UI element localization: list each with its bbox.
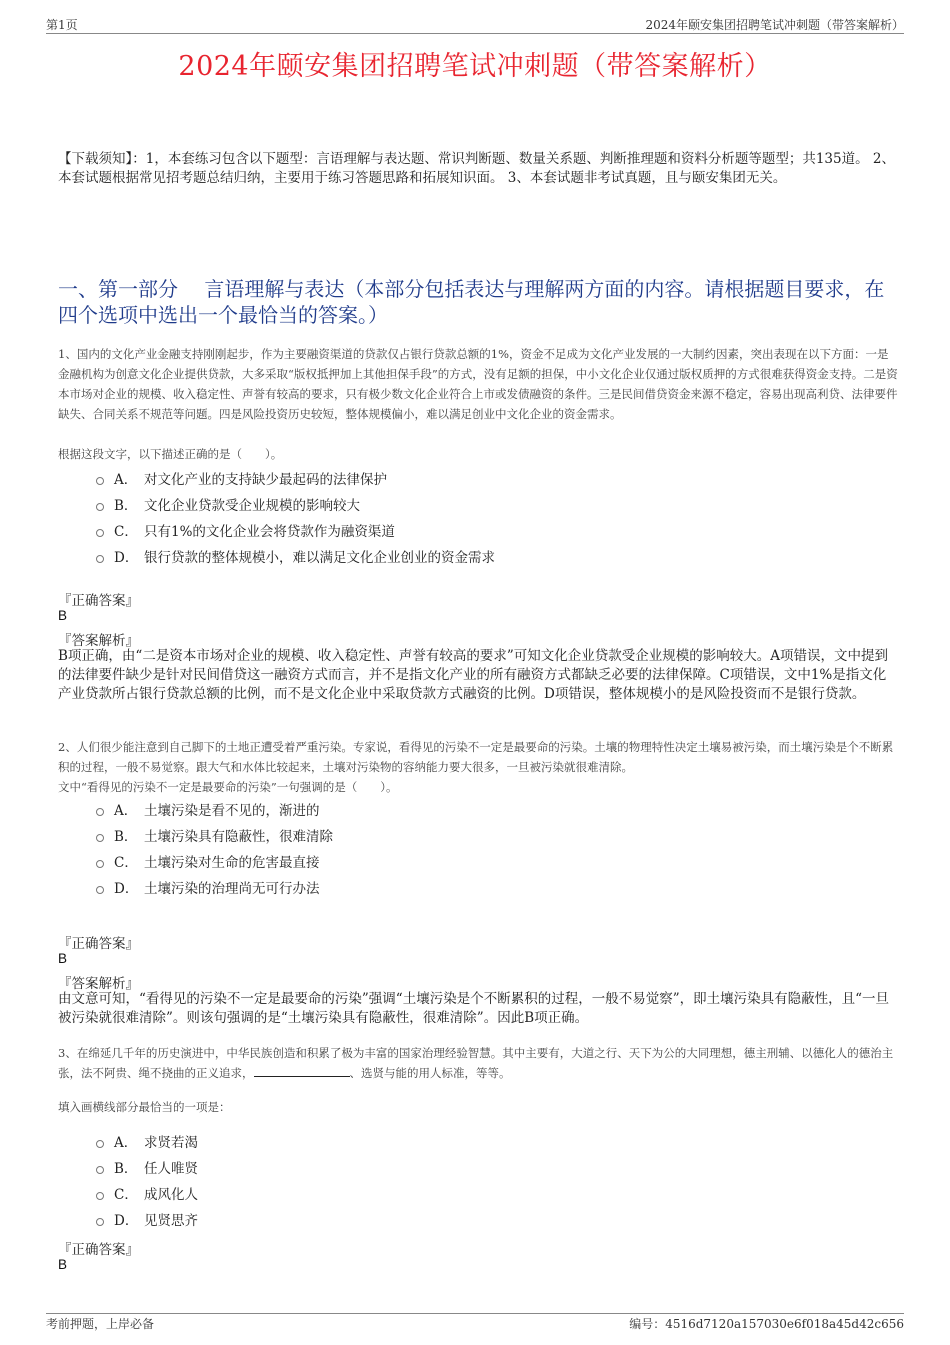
radio-icon[interactable] (96, 886, 104, 894)
question-1-text: 1、国内的文化产业金融支持刚刚起步，作为主要融资渠道的贷款仅占银行贷款总额的1%，资金不足成为文化产业发展的一大制约因素，突出表现在以下方面：一是金融机构为创意文化企业提供贷款，大多采取“版权抵押加上其他担保手段”的方式，没有足额的担保，中小文化企业仅通过版权质押的方式很难获得资金支持。二是资本市场对企业的规模、收入稳定性、声誉有较高的要求，只有极少数文化企业符合上市或发债融资的条件。三是民间借贷资金来源不稳定，容易出现高利贷、法律要件缺失、合同关系不规范等问题。四是风险投资历史较短，整体规模偏小，难以满足创业中文化企业的资金需求。 (58, 347, 898, 421)
q1-analysis-text: B项正确，由“二是资本市场对企业的规模、收入稳定性、声誉有较高的要求”可知文化企业贷款受企业规模的影响较大。A项错误，文中提到的法律要件缺少是针对民间借贷这一融资方式而言，并不是指文化产业的所有融资方式都缺乏必要的法律保障。C项错误，文中1%是指文化产业贷款所占银行贷款总额的比例，而不是文化企业中采取贷款方式融资的比例。D项错误，整体规模小的是风险投资而不是银行贷款。 (58, 648, 888, 702)
q1-option-a[interactable]: A． 对文化产业的支持缺少最起码的法律保护 (96, 467, 387, 489)
q2-analysis-text: 由文意可知，“看得见的污染不一定是最要命的污染”强调“土壤污染是个不断累积的过程，一般不易觉察”，即土壤污染具有隐蔽性，且“一旦被污染就很难清除”。则该句强调的是“土壤污染具有隐蔽性，很难清除”。因此B项正确。 (58, 991, 890, 1026)
footer-slogan: 考前押题，上岸必备 (46, 1317, 155, 1331)
q2-answer-value: B (58, 951, 68, 966)
radio-icon[interactable] (96, 1192, 104, 1200)
radio-icon[interactable] (96, 834, 104, 842)
footer-rule (46, 1313, 904, 1314)
q3-option-d[interactable]: D． 见贤思齐 (96, 1208, 198, 1230)
q2-option-a[interactable]: A． 土壤污染是看不见的，渐进的 (96, 798, 320, 820)
q1-option-c[interactable]: C． 只有1%的文化企业会将贷款作为融资渠道 (96, 519, 395, 541)
radio-icon[interactable] (96, 503, 104, 511)
q3-answer-value: B (58, 1257, 68, 1272)
radio-icon[interactable] (96, 477, 104, 485)
q2-option-c[interactable]: C． 土壤污染对生命的危害最直接 (96, 850, 320, 872)
header-doc-title: 2024年颐安集团招聘笔试冲刺题（带答案解析） (645, 18, 904, 32)
q3-answer-label: 『正确答案』 (58, 1242, 139, 1258)
q2-analysis-label: 『答案解析』 (58, 976, 139, 992)
question-2-text: 2、人们很少能注意到自己脚下的土地正遭受着严重污染。专家说，看得见的污染不一定是最要命的污染。土壤的物理特性决定土壤易被污染，而土壤污染是个不断累积的过程，一般不易觉察。跟大气和水体比较起来，土壤对污染物的容纳能力要大很多，一旦被污染就很难清除。 (58, 740, 894, 774)
page-title: 2024年颐安集团招聘笔试冲刺题（带答案解析） (178, 51, 772, 82)
fill-in-blank (254, 1064, 350, 1077)
q3-option-c[interactable]: C． 成风化人 (96, 1182, 198, 1204)
section-heading: 一、第一部分 言语理解与表达（本部分包括表达与理解两方面的内容。请根据题目要求，在四个选项中选出一个最恰当的答案。） (58, 277, 885, 327)
footer-doc-id: 编号：4516d7120a157030e6f018a45d42c656 (629, 1317, 904, 1331)
q1-option-b[interactable]: B． 文化企业贷款受企业规模的影响较大 (96, 493, 360, 515)
q2-answer-label: 『正确答案』 (58, 936, 139, 952)
header-rule (46, 33, 904, 34)
q2-option-b[interactable]: B． 土壤污染具有隐蔽性，很难清除 (96, 824, 333, 846)
q3-option-a[interactable]: A． 求贤若渴 (96, 1130, 198, 1152)
radio-icon[interactable] (96, 860, 104, 868)
radio-icon[interactable] (96, 1140, 104, 1148)
radio-icon[interactable] (96, 555, 104, 563)
radio-icon[interactable] (96, 1166, 104, 1174)
question-3-prompt: 填入画横线部分最恰当的一项是： (58, 1100, 231, 1114)
q3-option-b[interactable]: B． 任人唯贤 (96, 1156, 198, 1178)
radio-icon[interactable] (96, 808, 104, 816)
q2-option-d[interactable]: D． 土壤污染的治理尚无可行办法 (96, 876, 320, 898)
q1-analysis-label: 『答案解析』 (58, 633, 139, 649)
download-notice: 【下载须知】：1，本套练习包含以下题型：言语理解与表达题、常识判断题、数量关系题、判断推理题和资料分析题等题型；共135道。 2、本套试题根据常见招考题总结归纳，主要用于练习答题思路和拓展知识面。 3、本套试题非考试真题，且与颐安集团无关。 (58, 151, 895, 186)
header-page-number: 第1页 (46, 18, 78, 32)
radio-icon[interactable] (96, 529, 104, 537)
q1-option-d[interactable]: D． 银行贷款的整体规模小，难以满足文化企业创业的资金需求 (96, 545, 495, 567)
q1-answer-value: B (58, 608, 68, 623)
question-1-prompt: 根据这段文字，以下描述正确的是（ ）。 (58, 447, 283, 461)
question-3-text: 3、在绵延几千年的历史演进中，中华民族创造和积累了极为丰富的国家治理经验智慧。其中主要有，大道之行、天下为公的大同理想，德主刑辅、以德化人的德治主张，法不阿贵、绳不挠曲的正义追求， 、选贤与能的用人标准，等等。 (58, 1046, 894, 1080)
q1-answer-label: 『正确答案』 (58, 593, 139, 609)
question-2-prompt: 文中“看得见的污染不一定是最要命的污染”一句强调的是（ ）。 (58, 780, 398, 794)
radio-icon[interactable] (96, 1218, 104, 1226)
